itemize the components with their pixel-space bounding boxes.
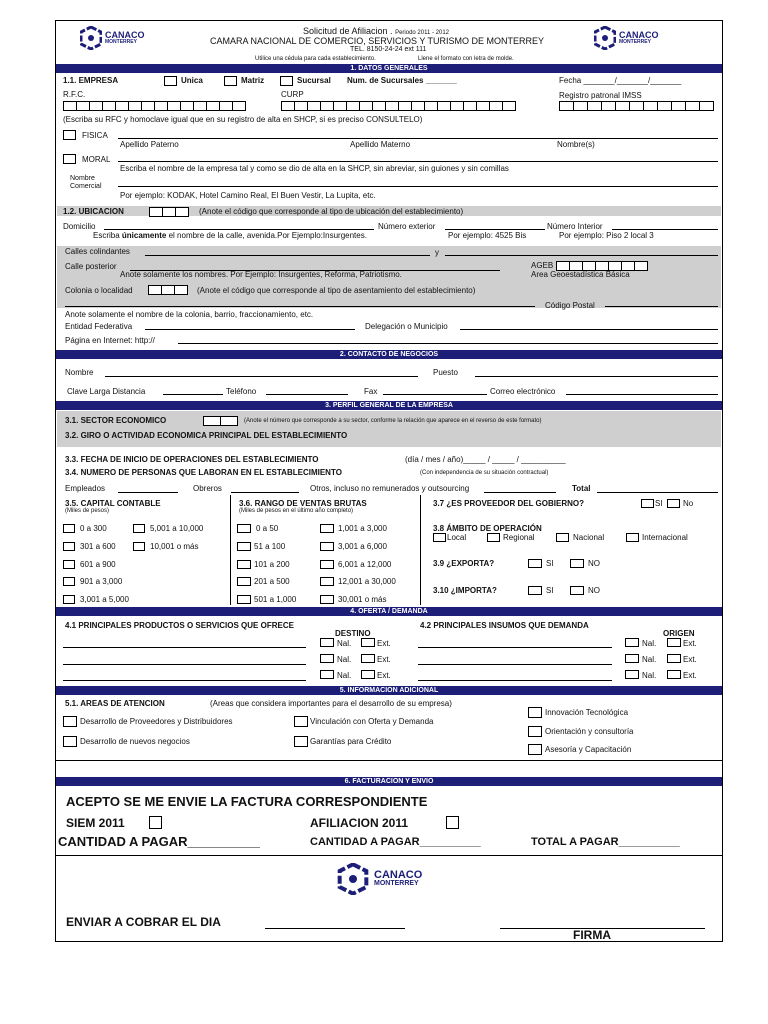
origen-ext-checkbox[interactable]: [667, 654, 681, 663]
rango-opt: 201 a 500: [254, 577, 290, 586]
divider-line: [56, 855, 722, 856]
origen-ext-label: Ext.: [683, 671, 697, 680]
importa-no-checkbox[interactable]: [570, 586, 584, 595]
proveedor-label: 3.7 ¿ES PROVEEDOR DEL GOBIERNO?: [433, 499, 584, 508]
canaco-logo-icon: [594, 26, 616, 50]
areas-label: 5.1. AREAS DE ATENCION: [65, 699, 165, 708]
cp-line[interactable]: [605, 306, 718, 307]
area-checkbox[interactable]: [63, 736, 77, 747]
cp-label: Código Postal: [545, 301, 595, 310]
area-checkbox[interactable]: [528, 707, 542, 718]
exporta-no-label: NO: [588, 559, 600, 568]
cap-opt-checkbox[interactable]: [63, 595, 75, 604]
local-label: Local: [447, 533, 467, 542]
area-checkbox[interactable]: [528, 744, 542, 755]
cantidad-pagar-1[interactable]: CANTIDAD A PAGAR__________: [58, 834, 260, 849]
num-personas-label: 3.4. NUMERO DE PERSONAS QUE LABORAN EN EL ESTABLECIMIENTO: [65, 468, 342, 477]
area-checkbox[interactable]: [528, 726, 542, 737]
colonia-label: Colonia o localidad: [65, 286, 133, 295]
ej-num-note: Por ejemplo: 4525 Bis: [448, 231, 527, 240]
area-option: Orientación y consultoría: [545, 727, 634, 736]
ap-materno-label: Apellido Materno: [350, 140, 411, 149]
importa-label: 3.10 ¿IMPORTA?: [433, 586, 497, 595]
regional-label: Regional: [503, 533, 535, 542]
num-int-line[interactable]: [612, 229, 718, 230]
cap-opt: 901 a 3,000: [80, 577, 123, 586]
imss-cells[interactable]: [559, 101, 713, 111]
pagina-line[interactable]: [178, 343, 718, 344]
producto-line[interactable]: [63, 664, 306, 665]
rango-opt-checkbox[interactable]: [237, 542, 251, 551]
nombres-label: Nombre(s): [557, 140, 595, 149]
rango-opt-checkbox[interactable]: [320, 577, 334, 586]
divider-35-36: [230, 495, 231, 605]
rango-opt: 12,001 a 30,000: [338, 577, 396, 586]
destino-ext-checkbox[interactable]: [361, 670, 375, 679]
nombre-label: Nombre: [70, 175, 95, 182]
sucursal-checkbox[interactable]: [280, 76, 293, 86]
destino-ext-checkbox[interactable]: [361, 654, 375, 663]
proveedor-si-label: SI: [655, 499, 663, 508]
rango-opt: 30,001 o más: [338, 595, 387, 604]
rango-label: 3.6. RANGO DE VENTAS BRUTAS: [239, 499, 367, 508]
telefono-line[interactable]: [266, 394, 348, 395]
rango-opt-checkbox[interactable]: [320, 595, 334, 604]
cap-opt-checkbox[interactable]: [63, 542, 75, 551]
area-geo-label: Area Geoestadística Básica: [531, 270, 630, 279]
cap-opt: 5,001 a 10,000: [150, 524, 204, 533]
rango-opt: 101 a 200: [254, 560, 290, 569]
area-option: Garantías para Crédito: [310, 737, 392, 746]
entidad-line[interactable]: [145, 329, 355, 330]
canaco-logo-bottom: [335, 863, 422, 895]
destino-ext-label: Ext.: [377, 655, 391, 664]
origen-ext-checkbox[interactable]: [667, 670, 681, 679]
insumo-line[interactable]: [418, 664, 612, 665]
section-bar-5: 5. INFORMACION ADICIONAL: [56, 686, 722, 695]
imss-label: Registro patronal IMSS: [559, 91, 642, 100]
cap-opt: 601 a 900: [80, 560, 116, 569]
destino-ext-label: Ext.: [377, 671, 391, 680]
destino-nal-checkbox[interactable]: [320, 638, 334, 647]
num-ext-line[interactable]: [445, 229, 545, 230]
origen-nal-label: Nal.: [642, 655, 657, 664]
area-checkbox[interactable]: [294, 736, 308, 747]
nacional-checkbox[interactable]: [556, 533, 569, 542]
independencia-note: (Con independencia de su situación contractual): [420, 470, 549, 476]
unica-label: Unica: [181, 76, 203, 85]
sector-label: 3.1. SECTOR ECONOMICO: [65, 416, 167, 425]
proveedor-no-checkbox[interactable]: [667, 499, 680, 508]
rfc-label: R.F.C.: [63, 90, 86, 99]
total-personas-label: Total: [572, 484, 591, 493]
curp-cells[interactable]: [281, 101, 515, 111]
exporta-si-label: SI: [546, 559, 554, 568]
regional-checkbox[interactable]: [487, 533, 500, 542]
matriz-checkbox[interactable]: [224, 76, 237, 86]
destino-label: DESTINO: [335, 629, 371, 638]
siem-checkbox[interactable]: [149, 816, 162, 829]
telefono-label: Teléfono: [226, 387, 257, 396]
empresa-label: 1.1. EMPRESA: [63, 76, 119, 85]
area-checkbox[interactable]: [63, 716, 77, 727]
y-label: y: [435, 248, 439, 257]
productos-label: 4.1 PRINCIPALES PRODUCTOS O SERVICIOS QUE OFRECE: [65, 621, 294, 630]
importa-si-checkbox[interactable]: [528, 586, 542, 595]
area-option: Vinculación con Oferta y Demanda: [310, 717, 434, 726]
obreros-label: Obreros: [193, 484, 222, 493]
rfc-note: (Escriba su RFC y homoclave igual que en su registro de alta en SHCP, si es preciso CONSULTELO): [63, 115, 423, 124]
logo-sub: MONTERREY: [619, 39, 651, 45]
fax-line[interactable]: [383, 394, 487, 395]
canaco-logo-icon: [80, 26, 102, 50]
moral-line[interactable]: [118, 161, 718, 162]
moral-label: MORAL: [82, 155, 111, 164]
ubicacion-note: (Anote el código que corresponde al tipo de ubicación del establecimiento): [199, 207, 464, 216]
escriba-c: el nombre de la calle, avenida.Por Ejemplo:Insurgentes.: [166, 231, 367, 240]
importa-si-label: SI: [546, 586, 554, 595]
destino-ext-label: Ext.: [377, 639, 391, 648]
giro-label: 3.2. GIRO O ACTIVIDAD ECONOMICA PRINCIPAL DEL ESTABLECIMIENTO: [65, 431, 348, 440]
local-checkbox[interactable]: [433, 533, 446, 542]
area-option: Desarrollo de Proveedores y Distribuidores: [80, 717, 233, 726]
rango-opt: 501 a 1,000: [254, 595, 297, 604]
canaco-logo-left: [80, 26, 145, 50]
fecha-inicio-field[interactable]: (día / mes / año)_____ / _____ / __________: [405, 455, 566, 464]
colonia-line[interactable]: [65, 306, 535, 307]
ageb-label: AGEB: [531, 261, 554, 270]
note-cedula: Utilice una cédula para cada establecimiento.: [255, 56, 376, 62]
section-bar-1: 1. DATOS GENERALES: [56, 64, 722, 73]
capital-sub: (Miles de pesos): [65, 508, 110, 514]
clave-label: Clave Larga Distancia: [67, 387, 146, 396]
exporta-si-checkbox[interactable]: [528, 559, 542, 568]
ubicacion-label: 1.2. UBICACION: [63, 207, 124, 216]
nacional-label: Nacional: [573, 533, 605, 542]
firma-label: FIRMA: [573, 928, 611, 942]
escriba-b: únicamente: [121, 231, 167, 240]
obreros-line[interactable]: [231, 492, 299, 493]
num-sucursales: Num. de Sucursales _______: [347, 76, 457, 85]
section-bar-3: 3. PERFIL GENERAL DE LA EMPRESA: [56, 401, 722, 410]
delegacion-label: Delegación o Municipio: [365, 322, 448, 331]
origen-ext-checkbox[interactable]: [667, 638, 681, 647]
producto-line[interactable]: [63, 680, 306, 681]
rango-opt-checkbox[interactable]: [320, 524, 334, 533]
divider-36-37: [420, 495, 421, 605]
rango-opt: 6,001 a 12,000: [338, 560, 392, 569]
destino-nal-checkbox[interactable]: [320, 654, 334, 663]
rango-opt-checkbox[interactable]: [237, 524, 251, 533]
enviar-cobrar-line[interactable]: [265, 928, 405, 929]
domicilio-line[interactable]: [104, 229, 374, 230]
puesto-label: Puesto: [433, 368, 458, 377]
cap-opt-checkbox[interactable]: [133, 524, 145, 533]
destino-nal-label: Nal.: [337, 671, 352, 680]
rango-sub: (Miles de pesos en el último año completo): [239, 508, 354, 514]
entidad-label: Entidad Federativa: [65, 322, 133, 331]
correo-line[interactable]: [566, 394, 718, 395]
ambito-label: 3.8 ÁMBITO DE OPERACIÓN: [433, 524, 542, 533]
rango-opt: 0 a 50: [256, 524, 279, 533]
contacto-nombre-label: Nombre: [65, 368, 94, 377]
logo-sub: MONTERREY: [105, 39, 137, 45]
destino-nal-label: Nal.: [337, 639, 352, 648]
ej-int-note: Por ejemplo: Piso 2 local 3: [559, 231, 654, 240]
anote-nombres-note: Anote solamente los nombres. Por Ejemplo: Insurgentes, Reforma, Patriotismo.: [120, 270, 402, 279]
areas-note: (Areas que considera importantes para el desarrollo de su empresa): [210, 699, 452, 708]
rango-opt-checkbox[interactable]: [237, 595, 251, 604]
total-personas-line[interactable]: [597, 492, 718, 493]
sector-cells[interactable]: [203, 416, 237, 426]
curp-label: CURP: [281, 90, 304, 99]
rango-opt: 3,001 a 6,000: [338, 542, 387, 551]
otros-line[interactable]: [484, 492, 556, 493]
otros-label: Otros, incluso no remunerados y outsourcing: [310, 484, 470, 493]
afiliacion-label: AFILIACION 2011: [310, 816, 409, 830]
pagina-label: Página en Internet: http://: [65, 336, 155, 345]
insumos-label: 4.2 PRINCIPALES INSUMOS QUE DEMANDA: [420, 621, 589, 630]
divider-line: [56, 760, 722, 761]
destino-nal-checkbox[interactable]: [320, 670, 334, 679]
rango-opt-checkbox[interactable]: [320, 542, 334, 551]
logo-name: CANACO: [619, 30, 659, 40]
section-bar-4: 4. OFERTA / DEMANDA: [56, 607, 722, 616]
rango-opt-checkbox[interactable]: [320, 560, 334, 569]
logo-name: CANACO: [374, 869, 423, 881]
fisica-checkbox[interactable]: [63, 130, 76, 140]
delegacion-line[interactable]: [460, 329, 718, 330]
cap-opt: 0 a 300: [80, 524, 107, 533]
acepto-label: ACEPTO SE ME ENVIE LA FACTURA CORRESPONDIENTE: [66, 794, 428, 809]
producto-line[interactable]: [63, 647, 306, 648]
area-checkbox[interactable]: [294, 716, 308, 727]
origen-ext-label: Ext.: [683, 639, 697, 648]
cap-opt: 10,001 o más: [150, 542, 199, 551]
ejemplo-note: Por ejemplo: KODAK, Hotel Camino Real, El Buen Vestir, La Lupita, etc.: [120, 191, 376, 200]
origen-nal-checkbox[interactable]: [625, 638, 639, 647]
colindantes-line1[interactable]: [145, 255, 430, 256]
area-option: Asesoría y Capacitación: [545, 745, 632, 754]
moral-note: Escriba el nombre de la empresa tal y como se dio de alta en la SHCP, sin abreviar, sin guiones y sin comillas: [120, 164, 509, 173]
origen-nal-checkbox[interactable]: [625, 670, 639, 679]
unica-checkbox[interactable]: [164, 76, 177, 86]
canaco-logo-right: [594, 26, 659, 50]
fax-label: Fax: [364, 387, 378, 396]
exporta-label: 3.9 ¿EXPORTA?: [433, 559, 495, 568]
area-option: Desarrollo de nuevos negocios: [80, 737, 190, 746]
colonia-note: (Anote el código que corresponde al tipo de asentamiento del establecimiento): [197, 286, 476, 295]
ubicacion-code-cells[interactable]: [149, 207, 188, 217]
cap-opt: 301 a 600: [80, 542, 116, 551]
cap-opt-checkbox[interactable]: [63, 577, 75, 586]
clave-line[interactable]: [163, 394, 223, 395]
sector-note: (Anote el número que corresponde a su sector, conforme la relación que aparece en el reverso de este formato): [244, 418, 542, 424]
num-ext-label: Número exterior: [378, 222, 436, 231]
area-option: Innovación Tecnológica: [545, 708, 629, 717]
rango-opt: 1,001 a 3,000: [338, 524, 387, 533]
empleados-line[interactable]: [118, 492, 178, 493]
matriz-label: Matriz: [241, 76, 265, 85]
insumo-line[interactable]: [418, 680, 612, 681]
section-bar-2: 2. CONTACTO DE NEGOCIOS: [56, 350, 722, 359]
importa-no-label: NO: [588, 586, 600, 595]
rango-opt-checkbox[interactable]: [237, 577, 251, 586]
contacto-nombre-line[interactable]: [105, 376, 418, 377]
total-pagar[interactable]: TOTAL A PAGAR__________: [531, 836, 680, 848]
cap-opt: 3,001 a 5,000: [80, 595, 129, 604]
destino-ext-checkbox[interactable]: [361, 638, 375, 647]
rango-opt-checkbox[interactable]: [237, 560, 251, 569]
cap-opt-checkbox[interactable]: [63, 560, 75, 569]
fisica-label: FISICA: [82, 131, 108, 140]
origen-ext-label: Ext.: [683, 655, 697, 664]
domicilio-label: Domicilio: [63, 222, 96, 231]
internacional-checkbox[interactable]: [626, 533, 639, 542]
origen-nal-label: Nal.: [642, 639, 657, 648]
colindantes-line2[interactable]: [445, 255, 718, 256]
chamber-name: CAMARA NACIONAL DE COMERCIO, SERVICIOS Y TURISMO DE MONTERREY: [210, 36, 545, 46]
comercial-label: Comercial: [70, 183, 102, 190]
note-molde: Llene el formato con letra de molde.: [418, 56, 514, 62]
origen-label: ORIGEN: [663, 629, 695, 638]
origen-nal-checkbox[interactable]: [625, 654, 639, 663]
canaco-logo-icon: [335, 863, 371, 895]
insumo-line[interactable]: [418, 647, 612, 648]
proveedor-no-label: No: [683, 499, 694, 508]
title-text: Solicitud de Afiliacion .: [303, 26, 393, 36]
anote-colonia-note: Anote solamente el nombre de la colonia, barrio, fraccionamiento, etc.: [65, 310, 314, 319]
moral-checkbox[interactable]: [63, 154, 76, 164]
afiliacion-checkbox[interactable]: [446, 816, 459, 829]
fecha-field[interactable]: Fecha _______/_______/_______: [559, 76, 682, 85]
fecha-inicio-label: 3.3. FECHA DE INICIO DE OPERACIONES DEL ESTABLECIMIENTO: [65, 455, 319, 464]
capital-label: 3.5. CAPITAL CONTABLE: [65, 499, 161, 508]
colonia-code-cells[interactable]: [148, 285, 187, 295]
exporta-no-checkbox[interactable]: [570, 559, 584, 568]
logo-name: CANACO: [105, 30, 145, 40]
colindantes-label: Calles colindantes: [65, 247, 130, 256]
escriba-a: Escriba: [93, 231, 122, 240]
enviar-cobrar-label: ENVIAR A COBRAR EL DIA: [66, 915, 221, 929]
period-text: Periodo 2011 - 2012: [395, 30, 450, 36]
puesto-line[interactable]: [475, 376, 718, 377]
internacional-label: Internacional: [642, 533, 688, 542]
ap-paterno-label: Apellido Paterno: [120, 140, 179, 149]
tel: TEL. 8150-24-24 ext 111: [350, 46, 427, 53]
cap-opt-checkbox[interactable]: [133, 542, 145, 551]
origen-nal-label: Nal.: [642, 671, 657, 680]
fisica-line[interactable]: [118, 138, 718, 139]
logo-sub: MONTERREY: [374, 880, 419, 887]
posterior-label: Calle posterior: [65, 262, 117, 271]
rfc-cells[interactable]: [63, 101, 245, 111]
cantidad-pagar-2[interactable]: CANTIDAD A PAGAR__________: [310, 836, 481, 848]
comercial-line[interactable]: [118, 186, 718, 187]
escriba-note: [93, 231, 367, 240]
cap-opt-checkbox[interactable]: [63, 524, 75, 533]
proveedor-si-checkbox[interactable]: [641, 499, 654, 508]
sucursal-label: Sucursal: [297, 76, 331, 85]
correo-label: Correo electrónico: [490, 387, 556, 396]
num-int-label: Número Interior: [547, 222, 603, 231]
rango-opt: 51 a 100: [254, 542, 286, 551]
section-bar-6: 6. FACTURACION Y ENVIO: [56, 777, 722, 786]
destino-nal-label: Nal.: [337, 655, 352, 664]
siem-label: SIEM 2011: [66, 816, 125, 830]
empleados-label: Empleados: [65, 484, 106, 493]
